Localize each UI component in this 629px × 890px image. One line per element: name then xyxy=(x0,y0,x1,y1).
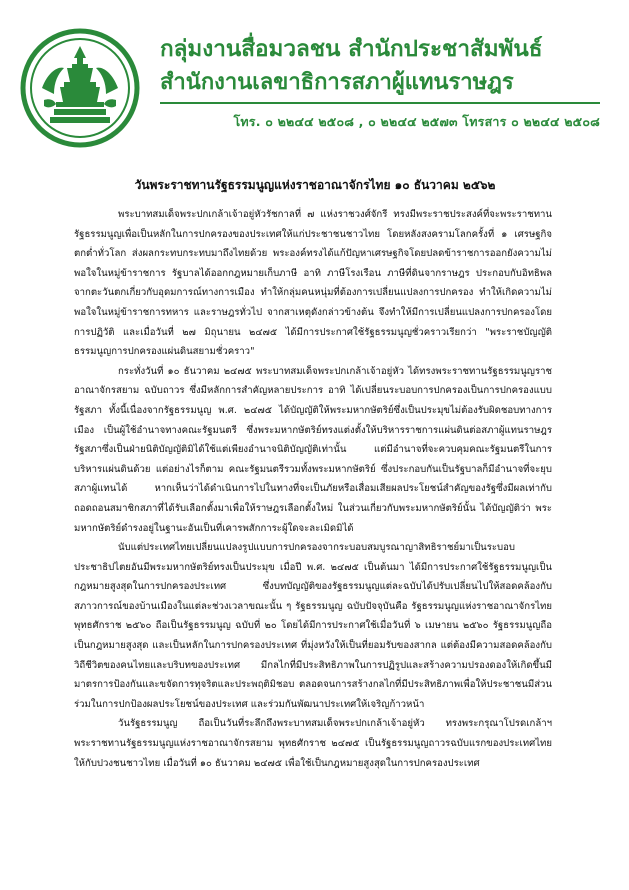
letterhead xyxy=(0,0,629,150)
body-paragraph: นับแต่ประเทศไทยเปลี่ยนแปลงรูปแบบการปกครองจากระบอบสมบูรณาญาสิทธิราชย์มาเป็นระบอบประชาธิปไตยอันมีพระมหากษัตริย์ทรงเป็นประมุข เมื่อปี พ.ศ. ๒๔๗๕ เป็นต้นมา ได้มีการประกาศใช้รัฐธรรมนูญเป็นกฎหมายสูงสุดในการปกครองประเทศ ซึ่งบทบัญญัติของรัฐธรรมนูญแต่ละฉบับได้ปรับเปลี่ยนไปให้สอดคล้องกับสภาวการณ์ของบ้านเมืองในแต่ละช่วงเวลาขณะนั้น ๆ รัฐธรรมนูญ ฉบับปัจจุบันคือ รัฐธรรมนูญแห่งราชอาณาจักรไทย พุทธศักราช ๒๕๖๐ ถือเป็นรัฐธรรมนูญ ฉบับที่ ๒๐ โดยได้มีการประกาศใช้เมื่อวันที่ ๖ เมษายน ๒๕๖๐ รัฐธรรมนูญถือเป็นกฎหมายสูงสุด และเป็นหลักในการปกครองประเทศ ที่มุ่งหวังให้เป็นที่ยอมรับของสากล แต่ต้องมีความสอดคล้องกับวิถีชีวิตของคนไทยและบริบทของประเทศ มีกลไกที่มีประสิทธิภาพในการปฏิรูปและสร้างความปรองดองให้เกิดขึ้นมีมาตรการป้องกันและขจัดการทุจริตและประพฤติมิชอบ ตลอดจนการสร้างกลไกที่มีประสิทธิภาพเพื่อให้ประชาชนมีส่วนร่วมในการปกป้องผลประโยชน์ของประเทศ และร่วมกันพัฒนาประเทศให้เจริญก้าวหน้า xyxy=(74,542,552,710)
org-name-line1: กลุ่มงานสื่อมวลชน สำนักประชาสัมพันธ์ xyxy=(160,36,543,62)
document-body xyxy=(74,205,552,773)
document-title: วันพระราชทานรัฐธรรมนูญแห่งราชอาณาจักรไทย ๑๐ ธันวาคม ๒๕๖๒ xyxy=(134,178,496,192)
org-name-line2: สำนักงานเลขาธิการสภาผู้แทนราษฎร xyxy=(160,70,514,95)
body-paragraph: กระทั่งวันที่ ๑๐ ธันวาคม ๒๔๗๕ พระบาทสมเด็จพระปกเกล้าเจ้าอยู่หัว ได้ทรงพระราชทานรัฐธรรมนูญราชอาณาจักรสยาม ฉบับถาวร ซึ่งมีหลักการสำคัญหลายประการ อาทิ ได้เปลี่ยนระบอบการปกครองเป็นการปกครองแบบรัฐสภา ทั้งนี้เนื่องจากรัฐธรรมนูญ พ.ศ. ๒๔๗๕ ได้บัญญัติให้พระมหากษัตริย์ซึ่งเป็นประมุขไม่ต้องรับผิดชอบทางการเมือง เป็นผู้ใช้อำนาจทางคณะรัฐมนตรี ซึ่งพระมหากษัตริย์ทรงแต่งตั้งให้บริหารราชการแผ่นดินต่อสภาผู้แทนราษฎร รัฐสภาซึ่งเป็นฝ่ายนิติบัญญัติมิได้ใช้แต่เพียงอำนาจนิติบัญญัติเท่านั้น แต่มีอำนาจที่จะควบคุมคณะรัฐมนตรีในการบริหารแผ่นดินด้วย แต่อย่างไรก็ตาม คณะรัฐมนตรีรวมทั้งพระมหากษัตริย์ ซึ่งประกอบกันเป็นรัฐบาลก็มีอำนาจที่จะยุบสภาผู้แทนได้ หากเห็นว่าได้ดำเนินการไปในทางที่จะเป็นภัยหรือเสื่อมเสียผลประโยชน์สำคัญของรัฐซึ่งมีผลเท่ากับถอดถอนสมาชิกสภาที่ได้รับเลือกตั้งมาเพื่อให้ราษฎรเลือกตั้งใหม่ ในส่วนเกี่ยวกับพระมหากษัตริย์นั้น ได้บัญญัติว่า พระมหากษัตริย์ดำรงอยู่ในฐานะอันเป็นที่เคารพสักการะผู้ใดจะละเมิดมิได้ xyxy=(74,365,552,534)
contact-numbers: โทร. ๐ ๒๒๔๔ ๒๕๐๘ , ๐ ๒๒๔๔ ๒๕๗๓ โทรสาร ๐ ๒๒๔๔ ๒๕๐๘ xyxy=(233,114,600,129)
letterhead-divider xyxy=(160,102,600,104)
body-paragraph: วันรัฐธรรมนูญ ถือเป็นวันที่ระลึกถึงพระบาทสมเด็จพระปกเกล้าเจ้าอยู่หัว ทรงพระกรุณาโปรดเกล้าฯ พระราชทานรัฐธรรมนูญแห่งราชอาณาจักรสยาม พุทธศักราช ๒๔๗๕ เป็นรัฐธรรมนูญถาวรฉบับแรกของประเทศไทย ให้กับปวงชนชาวไทย เมื่อวันที่ ๑๐ ธันวาคม ๒๔๗๕ เพื่อใช้เป็นกฎหมายสูงสุดในการปกครองประเทศ xyxy=(74,718,552,769)
parliament-seal-icon xyxy=(20,28,140,148)
body-paragraph: พระบาทสมเด็จพระปกเกล้าเจ้าอยู่หัวรัชกาลที่ ๗ แห่งราชวงศ์จักรี ทรงมีพระราชประสงค์ที่จะพระราชทานรัฐธรรมนูญเพื่อเป็นหลักในการปกครองของประเทศให้แก่ประชาชนชาวไทย โดยหลังสงครามโลกครั้งที่ ๑ เศรษฐกิจตกต่ำทั่วโลก ส่งผลกระทบกระทบมาถึงไทยด้วย พระองค์ทรงได้แก้ปัญหาเศรษฐกิจโดยปลดข้าราชการออกยังความไม่พอใจในหมู่ข้าราชการ รัฐบาลได้ออกกฎหมายเก็บภาษี อาทิ ภาษีโรงเรือน ภาษีที่ดินจากราษฎร ประกอบกับอิทธิพลจากตะวันตกเกี่ยวกับอุดมการณ์ทางการเมือง ทำให้กลุ่มคนหนุ่มที่ต้องการเปลี่ยนแปลงการปกครอง ทำให้เกิดความไม่พอใจในหมู่ข้าราชการทหาร และราษฎรทั่วไป จากสาเหตุดังกล่าวข้างต้น จึงทำให้มีการเปลี่ยนแปลงการปกครองโดยการปฏิวัติ และเมื่อวันที่ ๒๗ มิถุนายน ๒๔๗๕ ได้มีการประกาศใช้รัฐธรรมนูญชั่วคราวเรียกว่า "พระราชบัญญัติธรรมนูญการปกครองแผ่นดินสยามชั่วคราว" xyxy=(74,209,552,358)
